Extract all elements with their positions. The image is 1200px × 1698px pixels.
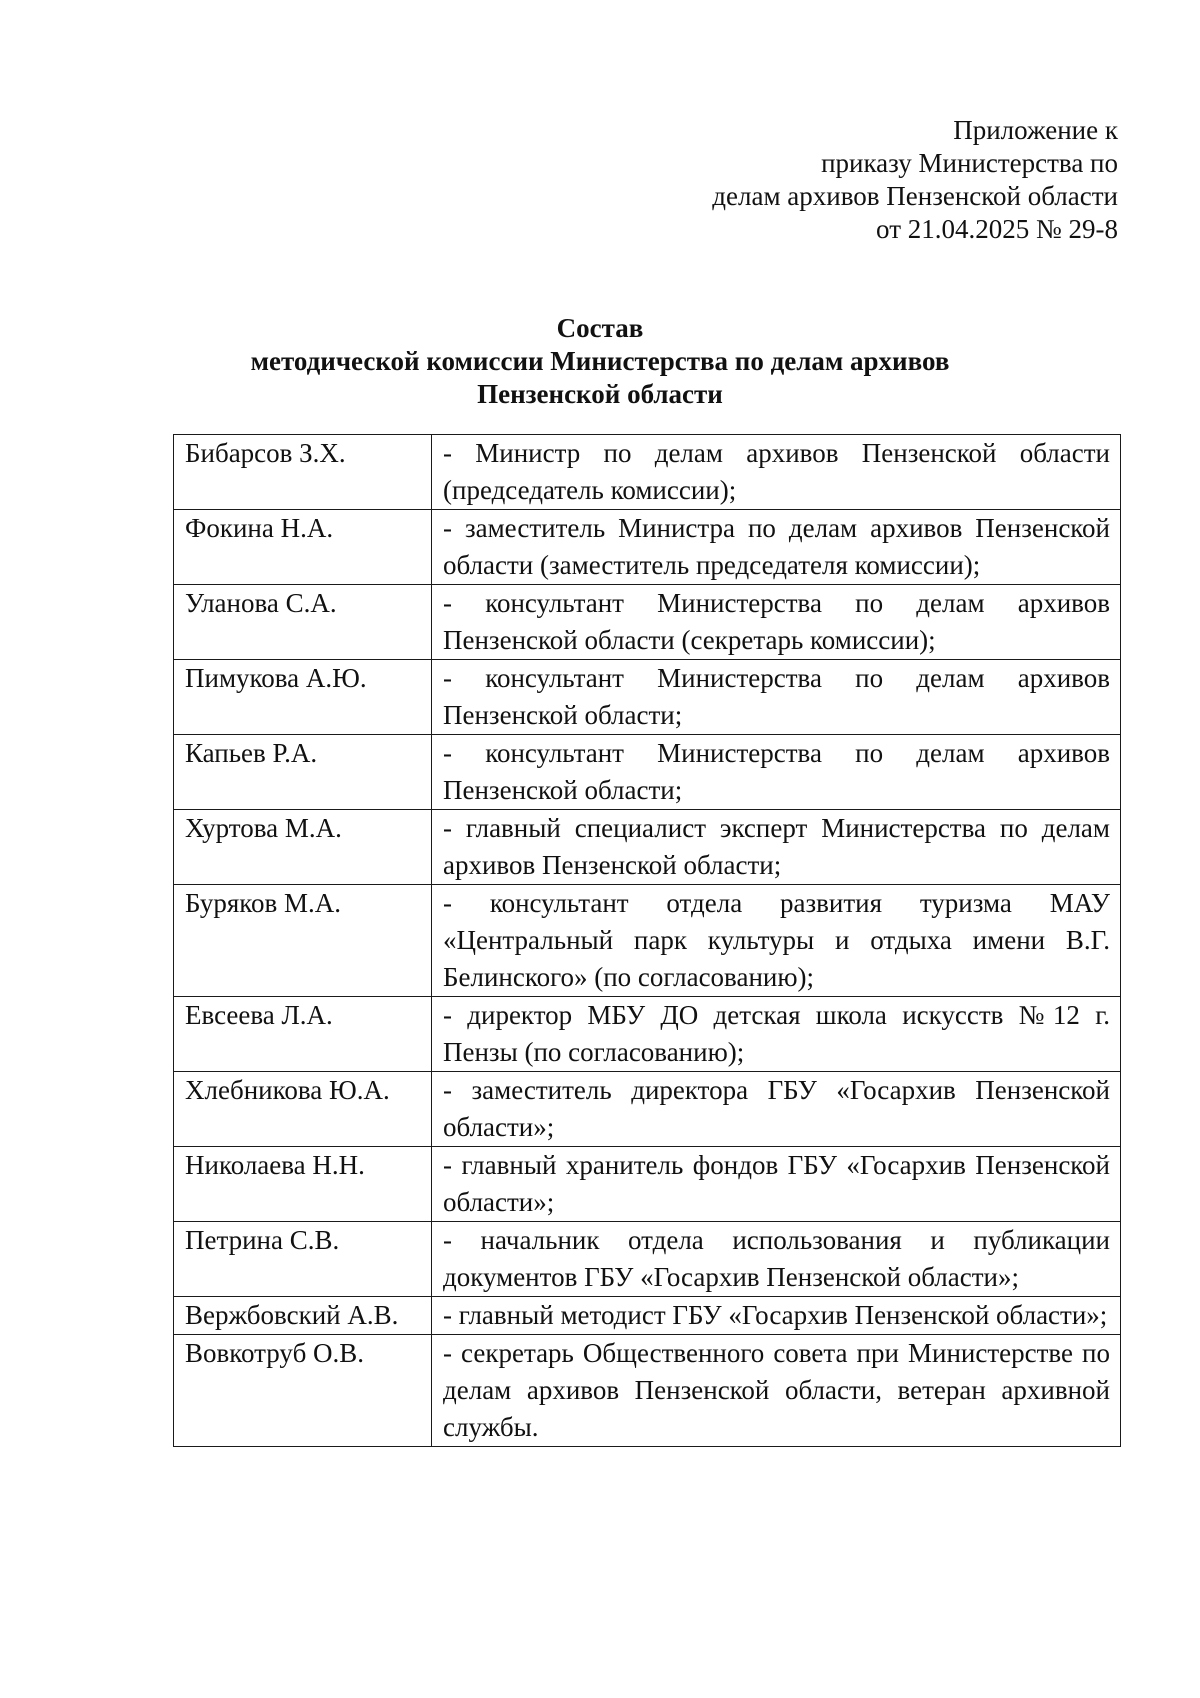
table-row [174,1072,1121,1147]
member-role: - Министр по делам архивов Пензенской области (председатель комиссии); [432,435,1121,510]
member-role: - консультант отдела развития туризма МАУ «Центральный парк культуры и отдыха имени В.Г. Белинского» (по согласованию); [432,885,1121,997]
appendix-line: от 21.04.2025 № 29-8 [876,214,1118,244]
member-name: Уланова С.А. [174,585,432,660]
table-row [174,435,1121,510]
table-row [174,810,1121,885]
table-row [174,885,1121,997]
member-role: - главный методист ГБУ «Госархив Пензенской области»; [432,1297,1121,1335]
table-row [174,1297,1121,1335]
table-row [174,585,1121,660]
member-name: Евсеева Л.А. [174,997,432,1072]
table-row [174,1222,1121,1297]
member-role: - главный специалист эксперт Министерства по делам архивов Пензенской области; [432,810,1121,885]
title-line: Состав [556,313,644,343]
member-role: - заместитель Министра по делам архивов Пензенской области (заместитель председателя комиссии); [432,510,1121,585]
table-row [174,735,1121,810]
members-table [173,434,1121,1447]
member-role: - заместитель директора ГБУ «Госархив Пензенской области»; [432,1072,1121,1147]
member-name: Пимукова А.Ю. [174,660,432,735]
appendix-line: делам архивов Пензенской области [712,181,1118,211]
member-name: Вержбовский А.В. [174,1297,432,1335]
member-name: Петрина С.В. [174,1222,432,1297]
document-title [0,312,1200,411]
title-line: Пензенской области [477,379,723,409]
member-role: - секретарь Общественного совета при Министерстве по делам архивов Пензенской области, ветеран архивной службы. [432,1335,1121,1447]
member-name: Хлебникова Ю.А. [174,1072,432,1147]
member-name: Буряков М.А. [174,885,432,997]
table-row [174,1335,1121,1447]
member-role: - консультант Министерства по делам архивов Пензенской области; [432,735,1121,810]
member-name: Хуртова М.А. [174,810,432,885]
appendix-line: Приложение к [953,115,1118,145]
title-line: методической комиссии Министерства по делам архивов [250,346,950,376]
member-name: Бибарсов З.Х. [174,435,432,510]
member-role: - консультант Министерства по делам архивов Пензенской области; [432,660,1121,735]
table-row [174,997,1121,1072]
member-role: - главный хранитель фондов ГБУ «Госархив Пензенской области»; [432,1147,1121,1222]
appendix-line: приказу Министерства по [821,148,1118,178]
member-name: Вовкотруб О.В. [174,1335,432,1447]
member-role: - консультант Министерства по делам архивов Пензенской области (секретарь комиссии); [432,585,1121,660]
table-row [174,1147,1121,1222]
appendix-note [712,114,1118,246]
member-role: - директор МБУ ДО детская школа искусств №12 г. Пензы (по согласованию); [432,997,1121,1072]
member-name: Капьев Р.А. [174,735,432,810]
member-name: Николаева Н.Н. [174,1147,432,1222]
table-row [174,660,1121,735]
member-name: Фокина Н.А. [174,510,432,585]
table-row [174,510,1121,585]
member-role: - начальник отдела использования и публикации документов ГБУ «Госархив Пензенской области»; [432,1222,1121,1297]
